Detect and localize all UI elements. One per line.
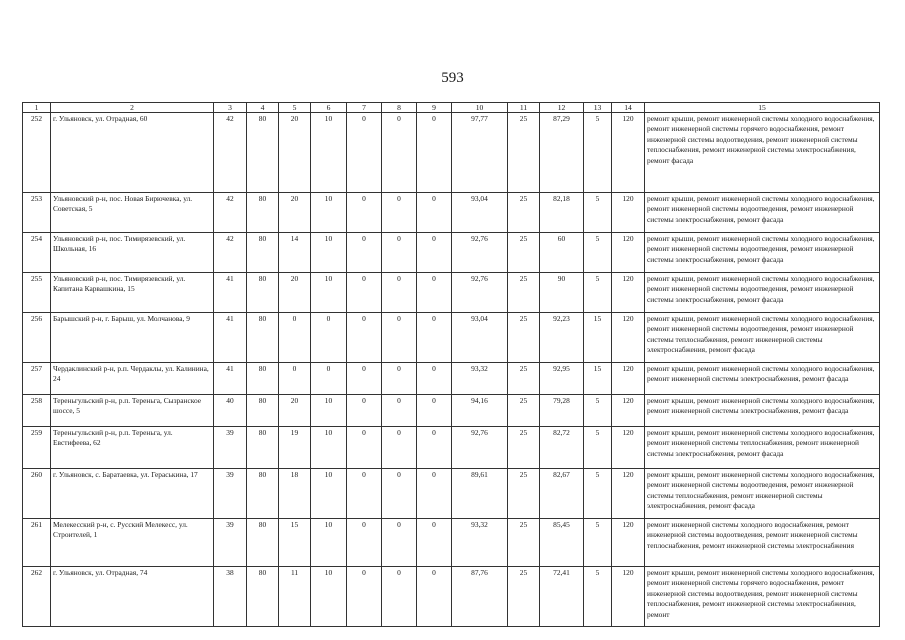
cell-c8: 0: [382, 113, 417, 193]
column-header-9: 9: [417, 103, 452, 113]
cell-c12: 87,29: [540, 113, 584, 193]
cell-c7: 0: [347, 567, 382, 627]
cell-c14: 120: [612, 519, 645, 567]
cell-c8: 0: [382, 519, 417, 567]
cell-c5: 15: [279, 519, 311, 567]
cell-c6: 10: [311, 233, 347, 273]
works-list-cell: ремонт крыши, ремонт инженерной системы холодного водоснабжения, ремонт инженерной системы электроснабжения, ремонт фасада: [645, 395, 880, 427]
cell-c4: 80: [247, 519, 279, 567]
cell-c9: 0: [417, 233, 452, 273]
works-list-cell: ремонт крыши, ремонт инженерной системы холодного водоснабжения, ремонт инженерной системы водоотведения, ремонт инженерной системы теплоснабжения, ремонт инженерной системы электроснабжения, ремонт фасада: [645, 469, 880, 519]
cell-c8: 0: [382, 313, 417, 363]
cell-c10: 94,16: [452, 395, 508, 427]
page-number: 593: [441, 70, 464, 86]
column-header-11: 11: [508, 103, 540, 113]
cell-c11: 25: [508, 395, 540, 427]
cell-c13: 15: [584, 313, 612, 363]
address-cell: Тереньгульский р-н, р.п. Тереньга, Сызранское шоссе, 5: [51, 395, 214, 427]
column-header-15: 15: [645, 103, 880, 113]
cell-c4: 80: [247, 395, 279, 427]
works-list-cell: ремонт крыши, ремонт инженерной системы холодного водоснабжения, ремонт инженерной системы водоотведения, ремонт инженерной системы теплоснабжения, ремонт инженерной системы электроснабжения, ремонт фасада: [645, 313, 880, 363]
cell-c3: 42: [214, 193, 247, 233]
cell-c11: 25: [508, 273, 540, 313]
cell-c6: 0: [311, 313, 347, 363]
cell-c7: 0: [347, 273, 382, 313]
cell-c14: 120: [612, 567, 645, 627]
column-header-3: 3: [214, 103, 247, 113]
cell-c3: 41: [214, 313, 247, 363]
cell-c9: 0: [417, 363, 452, 395]
cell-c11: 25: [508, 113, 540, 193]
cell-c10: 97,77: [452, 113, 508, 193]
cell-c14: 120: [612, 469, 645, 519]
cell-c7: 0: [347, 395, 382, 427]
address-cell: г. Ульяновск, ул. Отрадная, 74: [51, 567, 214, 627]
cell-c14: 120: [612, 427, 645, 469]
row-number-cell: 257: [23, 363, 51, 395]
address-cell: Ульяновский р-н, пос. Тимирязевский, ул. Школьная, 16: [51, 233, 214, 273]
cell-c3: 40: [214, 395, 247, 427]
cell-c13: 5: [584, 567, 612, 627]
address-cell: Мелекесский р-н, с. Русский Мелекесс, ул. Строителей, 1: [51, 519, 214, 567]
address-cell: Ульяновский р-н, пос. Тимирязевский, ул. Капитана Карвашкина, 15: [51, 273, 214, 313]
column-header-13: 13: [584, 103, 612, 113]
cell-c12: 90: [540, 273, 584, 313]
cell-c6: 10: [311, 427, 347, 469]
cell-c3: 39: [214, 469, 247, 519]
cell-c3: 39: [214, 519, 247, 567]
cell-c5: 11: [279, 567, 311, 627]
cell-c5: 14: [279, 233, 311, 273]
address-cell: г. Ульяновск, с. Баратаевка, ул. Гераськина, 17: [51, 469, 214, 519]
row-number-cell: 255: [23, 273, 51, 313]
cell-c7: 0: [347, 193, 382, 233]
cell-c13: 5: [584, 427, 612, 469]
column-header-4: 4: [247, 103, 279, 113]
column-header-1: 1: [23, 103, 51, 113]
cell-c9: 0: [417, 273, 452, 313]
column-header-5: 5: [279, 103, 311, 113]
cell-c13: 5: [584, 469, 612, 519]
cell-c11: 25: [508, 567, 540, 627]
cell-c11: 25: [508, 193, 540, 233]
header-row: [23, 103, 880, 113]
row-number-cell: 262: [23, 567, 51, 627]
cell-c5: 20: [279, 395, 311, 427]
works-list-cell: ремонт крыши, ремонт инженерной системы холодного водоснабжения, ремонт инженерной системы горячего водоснабжения, ремонт инженерной системы водоотведения, ремонт инженерной системы теплоснабжения, ремонт инженерной системы электроснабжения, ремонт фасада: [645, 113, 880, 193]
cell-c8: 0: [382, 427, 417, 469]
works-list-cell: ремонт инженерной системы холодного водоснабжения, ремонт инженерной системы водоотведения, ремонт инженерной системы теплоснабжения, ремонт инженерной системы электроснабжения: [645, 519, 880, 567]
address-cell: Ульяновский р-н, пос. Новая Бирючевка, ул. Советская, 5: [51, 193, 214, 233]
table-row: [23, 427, 880, 469]
cell-c7: 0: [347, 519, 382, 567]
row-number-cell: 254: [23, 233, 51, 273]
address-cell: г. Ульяновск, ул. Отрадная, 60: [51, 113, 214, 193]
cell-c13: 5: [584, 233, 612, 273]
cell-c11: 25: [508, 469, 540, 519]
table-row: [23, 113, 880, 193]
cell-c5: 19: [279, 427, 311, 469]
cell-c4: 80: [247, 233, 279, 273]
cell-c10: 93,32: [452, 519, 508, 567]
cell-c7: 0: [347, 427, 382, 469]
cell-c7: 0: [347, 233, 382, 273]
cell-c14: 120: [612, 395, 645, 427]
cell-c13: 5: [584, 395, 612, 427]
cell-c5: 20: [279, 113, 311, 193]
cell-c11: 25: [508, 519, 540, 567]
cell-c9: 0: [417, 113, 452, 193]
cell-c4: 80: [247, 363, 279, 395]
cell-c10: 92,76: [452, 233, 508, 273]
cell-c11: 25: [508, 363, 540, 395]
cell-c14: 120: [612, 363, 645, 395]
column-header-6: 6: [311, 103, 347, 113]
cell-c6: 0: [311, 363, 347, 395]
cell-c12: 85,45: [540, 519, 584, 567]
cell-c6: 10: [311, 193, 347, 233]
cell-c12: 60: [540, 233, 584, 273]
cell-c9: 0: [417, 313, 452, 363]
cell-c10: 93,32: [452, 363, 508, 395]
table-row: [23, 273, 880, 313]
address-cell: Барышский р-н, г. Барыш, ул. Молчанова, 9: [51, 313, 214, 363]
cell-c7: 0: [347, 469, 382, 519]
cell-c14: 120: [612, 113, 645, 193]
cell-c6: 10: [311, 469, 347, 519]
works-list-cell: ремонт крыши, ремонт инженерной системы холодного водоснабжения, ремонт инженерной системы водоотведения, ремонт инженерной системы электроснабжения, ремонт фасада: [645, 233, 880, 273]
cell-c12: 72,41: [540, 567, 584, 627]
column-header-7: 7: [347, 103, 382, 113]
cell-c8: 0: [382, 395, 417, 427]
cell-c10: 92,76: [452, 273, 508, 313]
cell-c8: 0: [382, 193, 417, 233]
cell-c4: 80: [247, 113, 279, 193]
table-row: [23, 233, 880, 273]
cell-c5: 20: [279, 273, 311, 313]
cell-c10: 93,04: [452, 193, 508, 233]
cell-c13: 5: [584, 273, 612, 313]
capital-repair-table: [22, 102, 880, 627]
cell-c4: 80: [247, 273, 279, 313]
cell-c3: 38: [214, 567, 247, 627]
cell-c6: 10: [311, 519, 347, 567]
cell-c8: 0: [382, 567, 417, 627]
cell-c11: 25: [508, 233, 540, 273]
table-row: [23, 567, 880, 627]
cell-c13: 5: [584, 193, 612, 233]
column-header-12: 12: [540, 103, 584, 113]
cell-c14: 120: [612, 233, 645, 273]
cell-c3: 39: [214, 427, 247, 469]
cell-c12: 82,72: [540, 427, 584, 469]
row-number-cell: 260: [23, 469, 51, 519]
table-row: [23, 469, 880, 519]
table-row: [23, 519, 880, 567]
cell-c4: 80: [247, 567, 279, 627]
cell-c12: 79,28: [540, 395, 584, 427]
cell-c8: 0: [382, 273, 417, 313]
cell-c8: 0: [382, 363, 417, 395]
row-number-cell: 253: [23, 193, 51, 233]
cell-c7: 0: [347, 363, 382, 395]
cell-c9: 0: [417, 395, 452, 427]
cell-c3: 42: [214, 113, 247, 193]
cell-c7: 0: [347, 313, 382, 363]
works-list-cell: ремонт крыши, ремонт инженерной системы холодного водоснабжения, ремонт инженерной системы теплоснабжения, ремонт инженерной системы электроснабжения, ремонт фасада: [645, 427, 880, 469]
column-header-10: 10: [452, 103, 508, 113]
cell-c4: 80: [247, 469, 279, 519]
cell-c12: 92,23: [540, 313, 584, 363]
cell-c14: 120: [612, 273, 645, 313]
column-header-8: 8: [382, 103, 417, 113]
table-row: [23, 313, 880, 363]
cell-c6: 10: [311, 273, 347, 313]
cell-c7: 0: [347, 113, 382, 193]
cell-c3: 41: [214, 273, 247, 313]
works-list-cell: ремонт крыши, ремонт инженерной системы холодного водоснабжения, ремонт инженерной системы водоотведения, ремонт инженерной системы электроснабжения, ремонт фасада: [645, 273, 880, 313]
cell-c3: 41: [214, 363, 247, 395]
cell-c11: 25: [508, 427, 540, 469]
cell-c12: 92,95: [540, 363, 584, 395]
cell-c8: 0: [382, 233, 417, 273]
cell-c4: 80: [247, 313, 279, 363]
works-list-cell: ремонт крыши, ремонт инженерной системы холодного водоснабжения, ремонт инженерной системы электроснабжения, ремонт фасада: [645, 363, 880, 395]
cell-c10: 93,04: [452, 313, 508, 363]
row-number-cell: 252: [23, 113, 51, 193]
cell-c5: 20: [279, 193, 311, 233]
cell-c5: 0: [279, 363, 311, 395]
cell-c4: 80: [247, 427, 279, 469]
table-row: [23, 395, 880, 427]
cell-c4: 80: [247, 193, 279, 233]
cell-c6: 10: [311, 113, 347, 193]
cell-c3: 42: [214, 233, 247, 273]
cell-c5: 0: [279, 313, 311, 363]
column-header-14: 14: [612, 103, 645, 113]
cell-c13: 15: [584, 363, 612, 395]
row-number-cell: 259: [23, 427, 51, 469]
cell-c6: 10: [311, 395, 347, 427]
cell-c10: 87,76: [452, 567, 508, 627]
cell-c12: 82,18: [540, 193, 584, 233]
cell-c11: 25: [508, 313, 540, 363]
address-cell: Тереньгульский р-н, р.п. Тереньга, ул. Евстифеева, 62: [51, 427, 214, 469]
table-row: [23, 363, 880, 395]
table-row: [23, 193, 880, 233]
column-header-2: 2: [51, 103, 214, 113]
cell-c10: 92,76: [452, 427, 508, 469]
cell-c9: 0: [417, 567, 452, 627]
cell-c14: 120: [612, 313, 645, 363]
address-cell: Чердаклинский р-н, р.п. Чердаклы, ул. Калинина, 24: [51, 363, 214, 395]
cell-c6: 10: [311, 567, 347, 627]
cell-c5: 18: [279, 469, 311, 519]
cell-c10: 89,61: [452, 469, 508, 519]
row-number-cell: 256: [23, 313, 51, 363]
works-list-cell: ремонт крыши, ремонт инженерной системы холодного водоснабжения, ремонт инженерной системы водоотведения, ремонт инженерной системы электроснабжения, ремонт фасада: [645, 193, 880, 233]
cell-c9: 0: [417, 519, 452, 567]
works-list-cell: ремонт крыши, ремонт инженерной системы холодного водоснабжения, ремонт инженерной системы горячего водоснабжения, ремонт инженерной системы водоотведения, ремонт инженерной системы теплоснабжения, ремонт инженерной системы электроснабжения, ремонт: [645, 567, 880, 627]
row-number-cell: 261: [23, 519, 51, 567]
cell-c9: 0: [417, 469, 452, 519]
cell-c8: 0: [382, 469, 417, 519]
cell-c14: 120: [612, 193, 645, 233]
cell-c12: 82,67: [540, 469, 584, 519]
cell-c13: 5: [584, 113, 612, 193]
cell-c13: 5: [584, 519, 612, 567]
cell-c9: 0: [417, 193, 452, 233]
row-number-cell: 258: [23, 395, 51, 427]
cell-c9: 0: [417, 427, 452, 469]
